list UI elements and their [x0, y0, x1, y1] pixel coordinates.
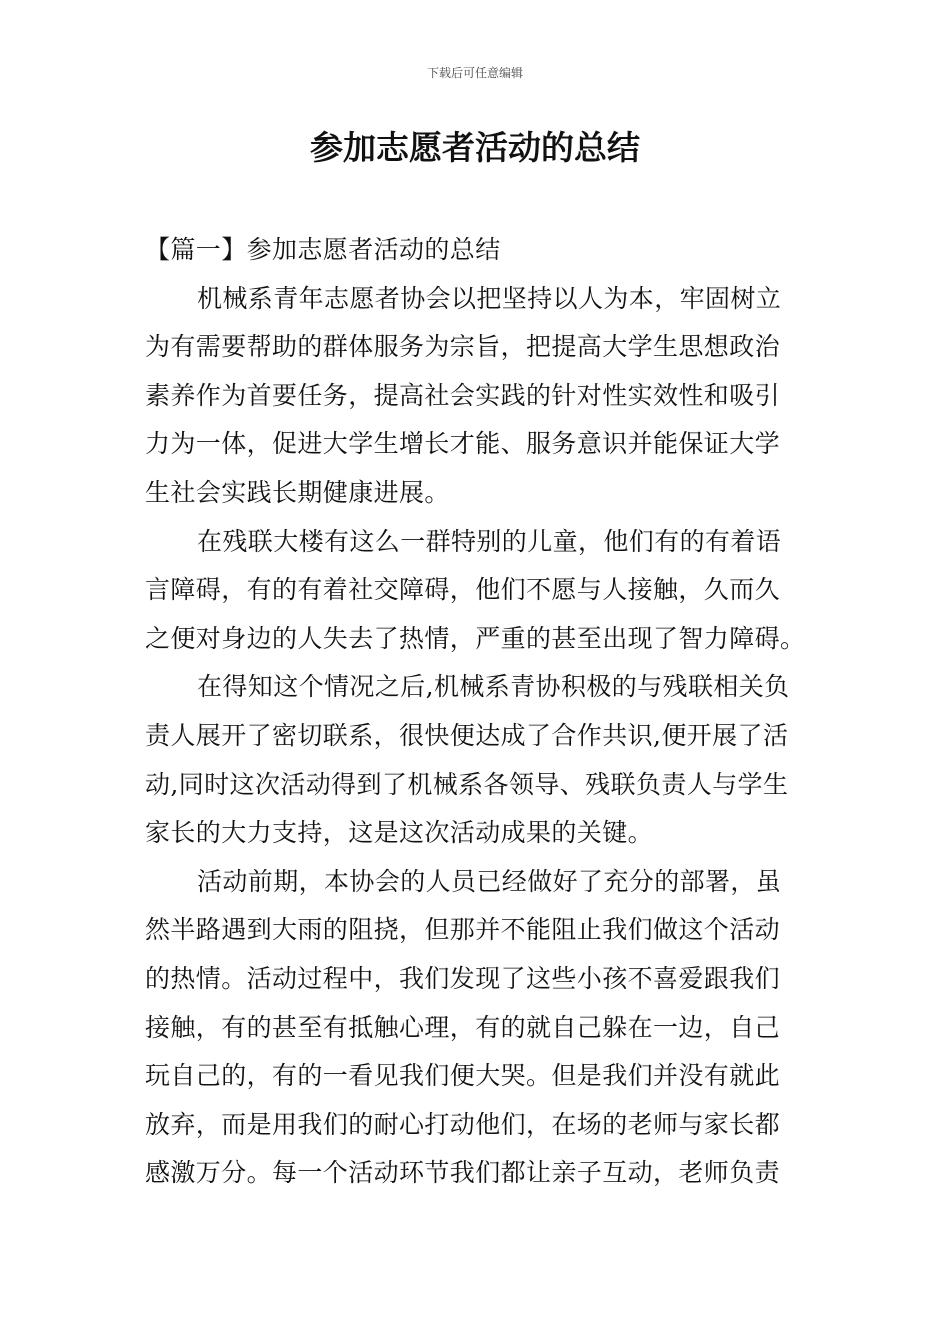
paragraph-line: 言障碍，有的有着社交障碍，他们不愿与人接触，久而久 [145, 575, 781, 605]
paragraph-2 [145, 518, 810, 664]
paragraph-line: 力为一体，促进大学生增长才能、服务意识并能保证大学 [145, 429, 781, 459]
paragraph-line: 放弃，而是用我们的耐心打动他们，在场的老师与家长都 [145, 1109, 781, 1139]
paragraph-3 [145, 663, 810, 857]
paragraph-4 [145, 858, 810, 1198]
paragraph-line: 动,同时这次活动得到了机械系各领导、残联负责人与学生 [145, 769, 789, 799]
section-heading: 【篇一】参加志愿者活动的总结 [145, 235, 501, 264]
paragraph-1 [145, 275, 810, 518]
paragraph-line: 之便对身边的人失去了热情，严重的甚至出现了智力障碍。 [145, 623, 806, 653]
paragraph-line: 感激万分。每一个活动环节我们都让亲子互动，老师负责 [145, 1158, 781, 1188]
paragraph-line: 为有需要帮助的群体服务为宗旨，把提高大学生思想政治 [145, 332, 781, 362]
paragraph-line: 的热情。活动过程中，我们发现了这些小孩不喜爱跟我们 [145, 963, 781, 993]
document-body [145, 226, 810, 1198]
paragraph-line: 素养作为首要任务，提高社会实践的针对性实效性和吸引 [145, 380, 781, 410]
paragraph-line: 责人展开了密切联系，很快便达成了合作共识,便开展了活 [145, 720, 789, 750]
paragraph-line: 玩自己的，有的一看见我们便大哭。但是我们并没有就此 [145, 1061, 781, 1091]
paragraph-line: 机械系青年志愿者协会以把坚持以人为本，牢固树立 [197, 283, 782, 313]
paragraph-line: 在残联大楼有这么一群特别的儿童，他们有的有着语 [197, 526, 782, 556]
paragraph-line: 在得知这个情况之后,机械系青协积极的与残联相关负 [197, 672, 790, 702]
paragraph-line: 家长的大力支持，这是这次活动成果的关键。 [145, 818, 654, 848]
paragraph-line: 活动前期，本协会的人员已经做好了充分的部署，虽 [197, 866, 782, 896]
paragraph-line: 然半路遇到大雨的阻挠，但那并不能阻止我们做这个活动 [145, 915, 781, 945]
document-title: 参加志愿者活动的总结 [310, 128, 640, 167]
paragraph-line: 接触，有的甚至有抵触心理，有的就自己躲在一边，自己 [145, 1012, 781, 1042]
paragraph-line: 生社会实践长期健康进展。 [145, 477, 450, 507]
header-note: 下载后可任意编辑 [426, 66, 523, 80]
